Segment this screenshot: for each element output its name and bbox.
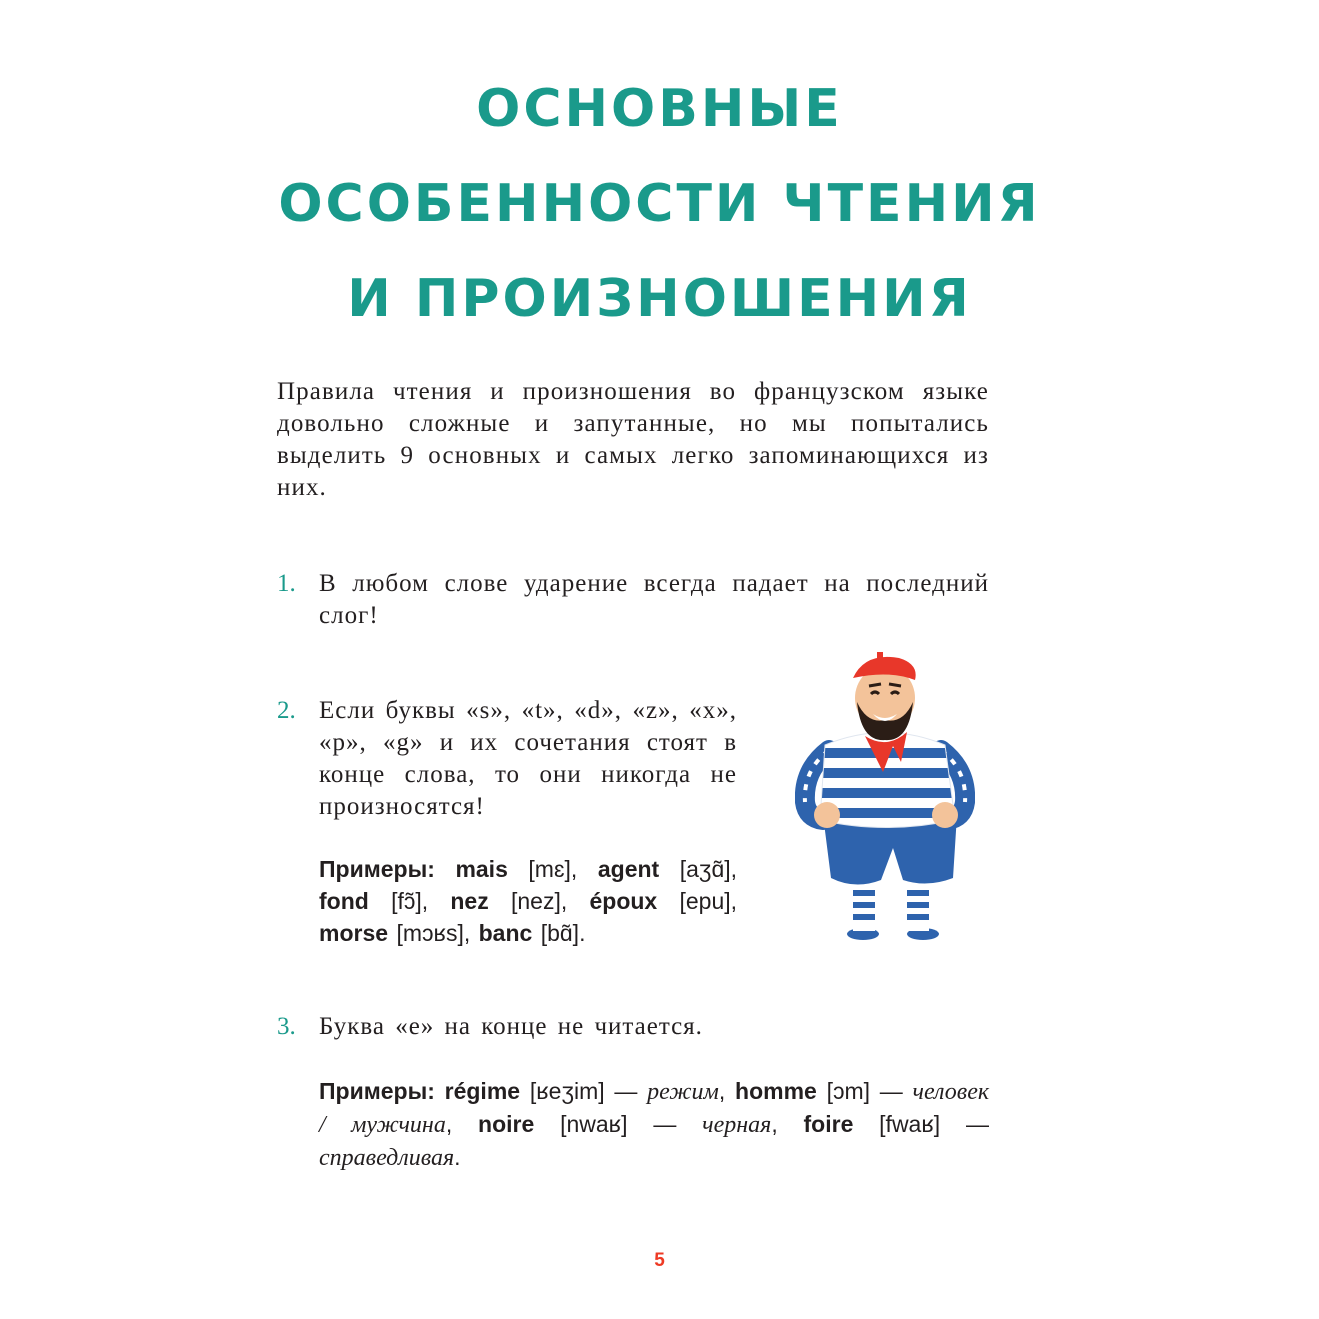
rule-number: 3. <box>277 1013 296 1040</box>
example-word: régime <box>444 1078 521 1104</box>
rule-examples: Примеры: régime [ʁeʒim] — режим, homme [ɔm] — человек / мужчина, noire [nwaʁ] — черная, foire [fwaʁ] — справедливая. <box>319 1078 990 1171</box>
rule-text: Буква «e» на конце не читается. <box>319 1013 703 1040</box>
example-translation: режим <box>647 1079 719 1105</box>
rule-text: Если буквы «s», «t», «d», «z», «x», «p», «g» и их сочетания стоят в конце слова, то они никогда не произносятся! <box>319 697 737 820</box>
page-title <box>0 62 1319 347</box>
left-hand <box>814 802 840 828</box>
title-line-1: ОСНОВНЫЕ <box>476 79 843 139</box>
example-ipa: [fwaʁ] <box>879 1111 941 1137</box>
right-hand <box>932 802 958 828</box>
examples-label: Примеры: <box>319 1078 435 1104</box>
example-ipa: [ʁeʒim] <box>529 1078 605 1104</box>
example-word: nez <box>450 888 489 914</box>
example-word: époux <box>589 888 658 914</box>
example-word: mais <box>455 856 508 882</box>
example-ipa: [ɔm] <box>826 1078 871 1104</box>
rule-number: 2. <box>277 697 296 724</box>
example-word: banc <box>478 920 533 946</box>
example-ipa: [nez] <box>510 888 561 914</box>
rule-examples: Примеры: mais [mɛ], agent [aʒɑ̃], fond [fɔ̃], nez [nez], époux [epu], morse [mɔʁs], banc [bɑ̃]. <box>319 856 738 946</box>
example-word: agent <box>597 856 660 882</box>
dash: — <box>966 1111 990 1137</box>
example-ipa: [mɛ] <box>528 856 571 882</box>
example-ipa: [epu] <box>679 888 731 914</box>
example-ipa: [mɔʁs] <box>396 920 464 946</box>
example-ipa: [aʒɑ̃] <box>679 856 731 882</box>
example-word: homme <box>735 1078 817 1104</box>
socks <box>853 885 929 931</box>
title-line-3: И ПРОИЗНОШЕНИЯ <box>347 269 972 329</box>
example-ipa: [fɔ̃] <box>391 888 422 914</box>
page-number: 5 <box>654 1250 665 1271</box>
example-word: noire <box>478 1111 535 1137</box>
example-ipa: [bɑ̃] <box>540 920 580 946</box>
example-word: foire <box>803 1111 854 1137</box>
example-word: fond <box>319 888 369 914</box>
french-sailor-illustration <box>795 650 975 950</box>
dash: — <box>879 1078 903 1104</box>
example-word: morse <box>319 920 389 946</box>
example-translation: черная <box>702 1112 772 1138</box>
dash: — <box>653 1111 677 1137</box>
dash: — <box>614 1078 638 1104</box>
rule-text: В любом слове ударение всегда падает на последний слог! <box>319 570 989 629</box>
example-translation: справедливая <box>319 1145 455 1171</box>
rule-number: 1. <box>277 570 296 597</box>
example-ipa: [nwaʁ] <box>560 1111 628 1137</box>
example-translation: человек / мужчина <box>319 1079 990 1138</box>
intro-paragraph: Правила чтения и произношения во французском языке довольно сложные и запутанные, но мы попытались выделить 9 основных и самых легко запоминающихся из них. <box>277 378 989 501</box>
title-line-2: ОСОБЕННОСТИ ЧТЕНИЯ <box>278 174 1041 234</box>
examples-label: Примеры: <box>319 856 435 882</box>
